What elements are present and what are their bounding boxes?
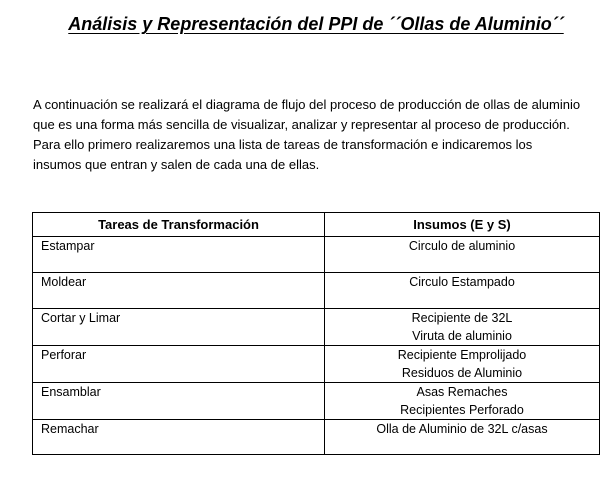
table-header-row xyxy=(33,213,600,237)
input-item: Olla de Aluminio de 32L c/asas xyxy=(376,422,548,436)
inputs-cell xyxy=(325,346,600,383)
inputs-cell xyxy=(325,273,600,309)
inputs-cell xyxy=(325,383,600,420)
inputs-cell xyxy=(325,237,600,273)
intro-line: que es una forma más sencilla de visualizar, analizar y representar al proceso de producción. xyxy=(33,117,570,132)
transformation-table xyxy=(32,212,600,455)
task-cell: Perforar xyxy=(33,346,325,383)
intro-line: Para ello primero realizaremos una lista de tareas de transformación e indicaremos los xyxy=(33,137,533,152)
input-item: Recipiente Emprolijado xyxy=(397,348,527,362)
document-title: Análisis y Representación del PPI de ´´Ollas de Aluminio´´ xyxy=(68,14,564,34)
intro-line: insumos que entran y salen de cada una de ellas. xyxy=(33,157,320,172)
input-item: Asas Remaches xyxy=(416,385,508,399)
input-item: Recipiente de 32L xyxy=(411,311,513,325)
intro-paragraph xyxy=(33,95,608,175)
inputs-cell xyxy=(325,420,600,455)
table-row xyxy=(33,420,600,455)
input-item: Residuos de Aluminio xyxy=(401,366,523,380)
table-row xyxy=(33,273,600,309)
task-cell: Cortar y Limar xyxy=(33,309,325,346)
intro-line: A continuación se realizará el diagrama de flujo del proceso de producción de ollas de aluminio xyxy=(33,97,581,112)
header-inputs: Insumos (E y S) xyxy=(325,213,600,237)
table-row xyxy=(33,383,600,420)
task-cell: Moldear xyxy=(33,273,325,309)
input-item: Viruta de aluminio xyxy=(412,329,512,343)
task-cell: Remachar xyxy=(33,420,325,455)
input-item: Recipientes Perforado xyxy=(400,403,524,417)
input-item: Circulo de aluminio xyxy=(408,239,516,253)
table-row xyxy=(33,237,600,273)
header-tasks: Tareas de Transformación xyxy=(33,213,325,237)
task-cell: Estampar xyxy=(33,237,325,273)
table-row xyxy=(33,346,600,383)
input-item: Circulo Estampado xyxy=(409,275,515,289)
task-cell: Ensamblar xyxy=(33,383,325,420)
table-row xyxy=(33,309,600,346)
inputs-cell xyxy=(325,309,600,346)
